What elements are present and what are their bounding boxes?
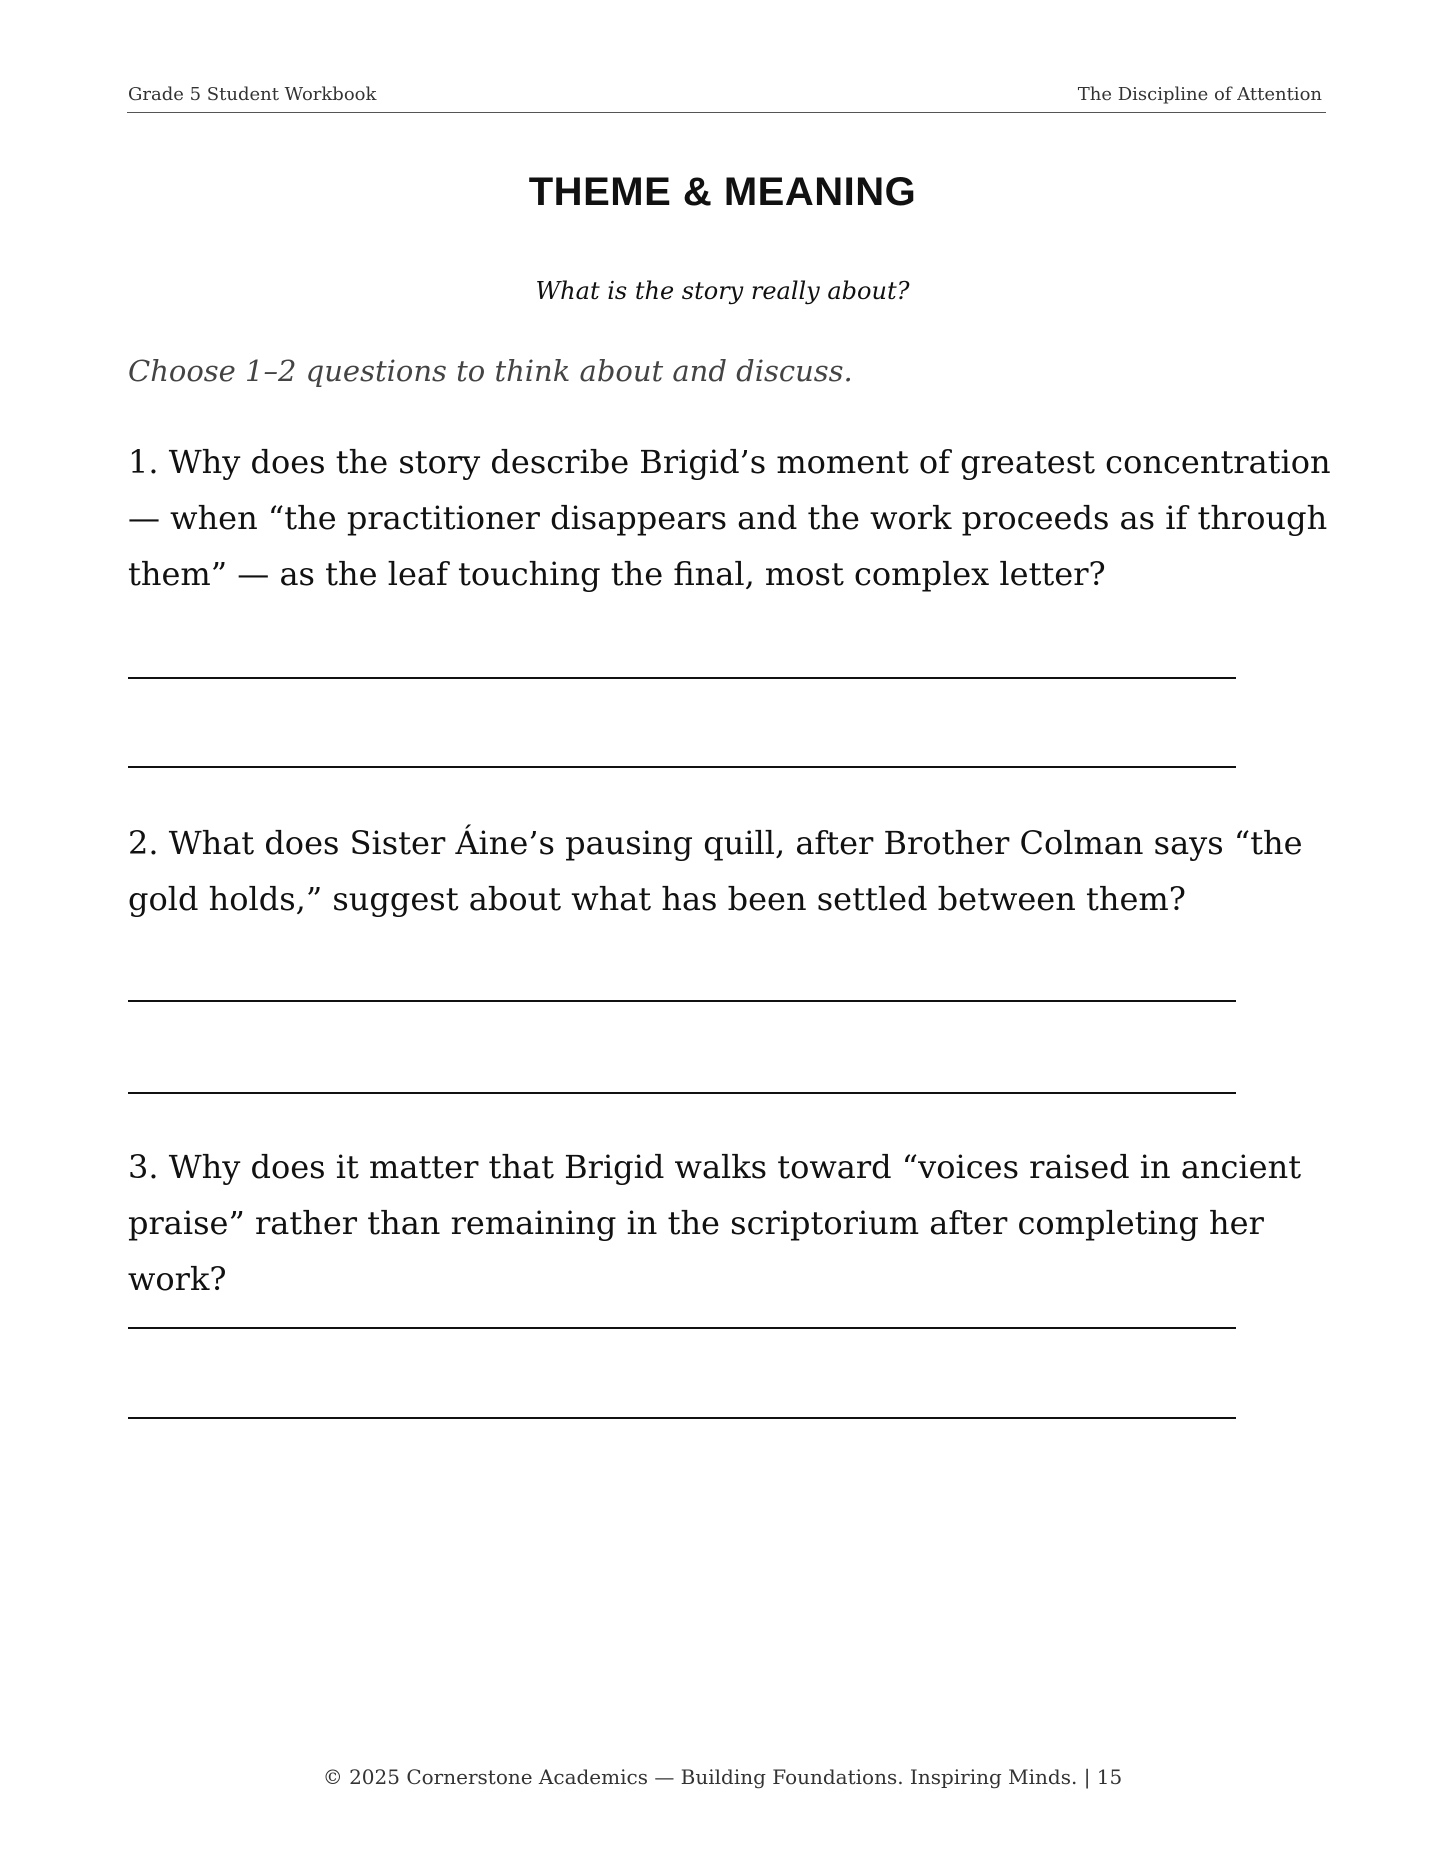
page-subtitle: What is the story really about? bbox=[535, 277, 910, 305]
question-3: 3. Why does it matter that Brigid walks toward “voices raised in ancient praise” rather than remaining in the scriptorium after completing her work? bbox=[128, 1148, 1302, 1298]
header-unit-title: The Discipline of Attention bbox=[1077, 84, 1322, 105]
page-footer: © 2025 Cornerstone Academics — Building Foundations. Inspiring Minds. | 15 bbox=[322, 1765, 1123, 1789]
answer-line[interactable] bbox=[128, 1417, 1236, 1419]
question-2: 2. What does Sister Áine’s pausing quill, after Brother Colman says “the gold holds,” suggest about what has been settled between them? bbox=[128, 824, 1303, 918]
answer-line[interactable] bbox=[128, 1092, 1236, 1094]
header-workbook-title: Grade 5 Student Workbook bbox=[128, 84, 377, 105]
question-1: 1. Why does the story describe Brigid’s moment of greatest concentration — when “the practitioner disappears and the work proceeds as if through them” — as the leaf touching the final, most complex letter? bbox=[128, 443, 1331, 593]
page-title: THEME & MEANING bbox=[528, 170, 917, 214]
instructions: Choose 1–2 questions to think about and discuss. bbox=[128, 354, 853, 388]
answer-line[interactable] bbox=[128, 1000, 1236, 1002]
running-header bbox=[127, 84, 1326, 113]
answer-line[interactable] bbox=[128, 677, 1236, 679]
answer-line[interactable] bbox=[128, 766, 1236, 768]
answer-line[interactable] bbox=[128, 1327, 1236, 1329]
